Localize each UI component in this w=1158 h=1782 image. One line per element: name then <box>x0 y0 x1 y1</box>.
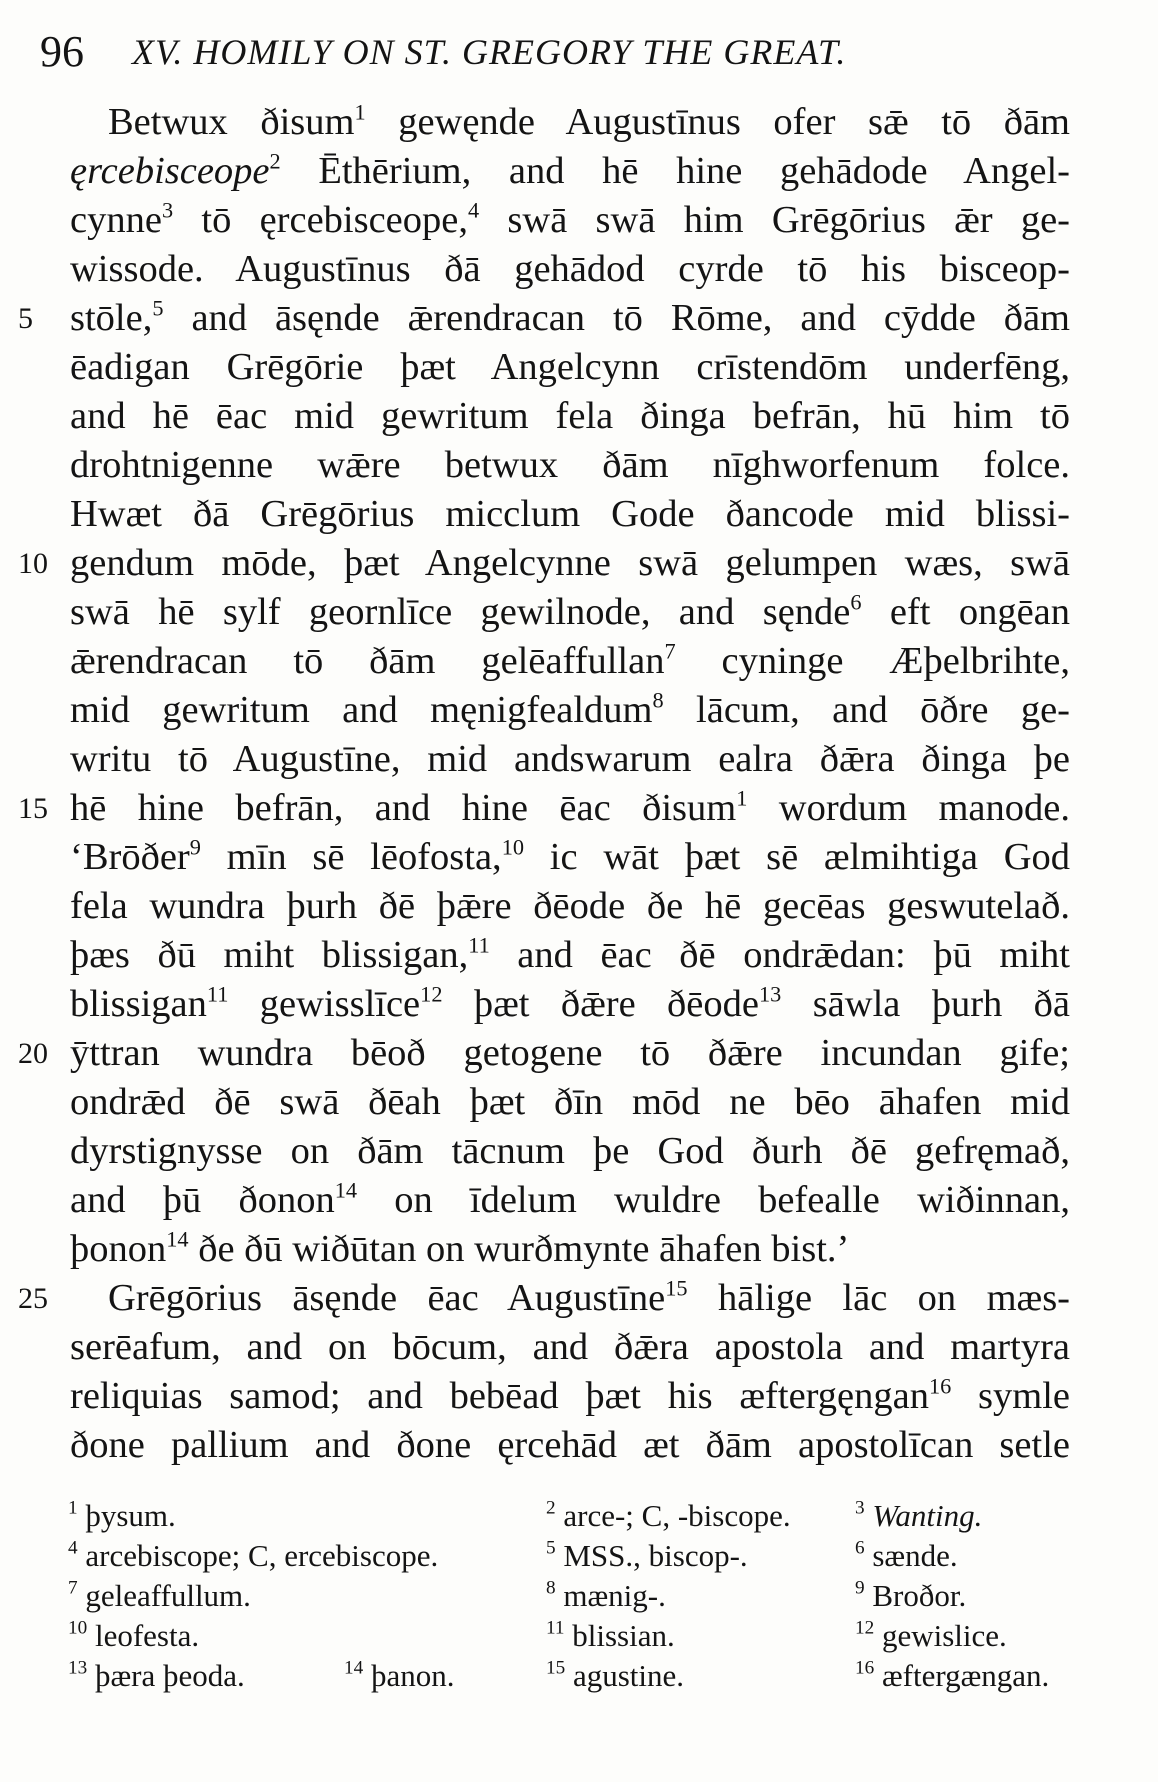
text-line: ȳttran wundra bēoð getogene tō ðǣre incundan gife; <box>70 1032 1070 1074</box>
text-line: þæs ðū miht blissigan,$^{11}$ and ēac ðē ondrǣdan: þū miht <box>70 932 1070 976</box>
footnote: $^{16}$ æftergængan. <box>855 1657 1050 1693</box>
footnote: $^5$ MSS., biscop-. <box>546 1537 748 1573</box>
footnote-row <box>68 1658 1088 1698</box>
footnote: $^{12}$ gewislice. <box>855 1617 1007 1653</box>
running-title: XV. HOMILY ON ST. GREGORY THE GREAT. <box>132 32 847 72</box>
text-line: fela wundra þurh ðē þǣre ðēode ðe hē gecēas geswutelað. <box>70 885 1070 927</box>
homily-text <box>70 98 1070 1470</box>
text-line: ondrǣd ðē swā ðēah þæt ðīn mōd ne bēo āhafen mid <box>70 1081 1070 1123</box>
text-line: dyrstignysse on ðām tācnum þe God ðurh ðē gefręmað, <box>70 1130 1070 1172</box>
text-line: blissigan$^{11}$ gewisslīce$^{12}$ þæt ðǣre ðēode$^{13}$ sāwla þurh ðā <box>70 981 1071 1025</box>
text-line: writu tō Augustīne, mid andswarum ealra ðǣra ðinga þe <box>70 738 1070 780</box>
line-number: 5 <box>18 302 33 335</box>
page-number: 96 <box>40 27 84 76</box>
footnote: $^{13}$ þæra þeoda. <box>68 1657 245 1693</box>
text-line: drohtnigenne wǣre betwux ðām nīghworfenum folce. <box>70 444 1070 486</box>
text-line: þonon$^{14}$ ðe ðū wiðūtan on wurðmynte āhafen bist.’ <box>70 1226 850 1270</box>
footnote-row <box>68 1618 1088 1658</box>
text-line: hē hine befrān, and hine ēac ðisum$^1$ wordum manode. <box>70 785 1070 829</box>
footnote-row <box>68 1538 1088 1578</box>
text-line: ęrcebisceope$^2$ Ēthērium, and hē hine gehādode Angel- <box>70 148 1070 192</box>
line-number: 20 <box>18 1037 48 1070</box>
text-line: Betwux ðisum$^1$ gewęnde Augustīnus ofer sǣ tō ðām <box>108 99 1070 143</box>
text-line: cynne$^3$ tō ęrcebisceope,$^4$ swā swā him Grēgōrius ǣr ge- <box>70 197 1070 241</box>
text-line: Hwæt ðā Grēgōrius micclum Gode ðancode mid blissi- <box>70 493 1070 535</box>
text-line: Grēgōrius āsęnde ēac Augustīne$^{15}$ hālige lāc on mæs- <box>108 1275 1070 1319</box>
text-line: swā hē sylf geornlīce gewilnode, and sęnde$^6$ eft ongēan <box>70 589 1070 633</box>
text-line: ‘Brōðer$^9$ mīn sē lēofosta,$^{10}$ ic wāt þæt sē ælmihtiga God <box>70 834 1071 878</box>
footnote: $^2$ arce-; C, -biscope. <box>546 1497 791 1533</box>
footnote: $^{10}$ leofesta. <box>68 1617 200 1653</box>
footnote: $^{14}$ þanon. <box>344 1657 455 1693</box>
text-line: reliquias samod; and bebēad þæt his æftergęngan$^{16}$ symle <box>70 1373 1070 1417</box>
page-header <box>40 22 1100 82</box>
footnote: $^1$ þysum. <box>68 1497 176 1533</box>
text-line: gendum mōde, þæt Angelcynne swā gelumpen wæs, swā <box>70 542 1070 584</box>
footnote: $^{15}$ agustine. <box>546 1657 685 1693</box>
footnote: $^6$ sænde. <box>855 1537 958 1573</box>
text-line: and þū ðonon$^{14}$ on īdelum wuldre befealle wiðinnan, <box>70 1177 1070 1221</box>
footnote: $^4$ arcebiscope; C, ercebiscope. <box>68 1537 439 1573</box>
line-number: 10 <box>18 547 48 580</box>
footnote: $^3$ Wanting. <box>855 1497 983 1533</box>
line-number: 15 <box>18 792 48 825</box>
footnote: $^9$ Broðor. <box>855 1577 967 1613</box>
footnote: $^7$ geleaffullum. <box>68 1577 251 1613</box>
footnote: $^{11}$ blissian. <box>546 1617 675 1653</box>
line-number: 25 <box>18 1282 48 1315</box>
footnote: $^8$ mænig-. <box>546 1577 666 1613</box>
text-line: serēafum, and on bōcum, and ðǣra apostola and martyra <box>70 1326 1070 1368</box>
text-line: stōle,$^5$ and āsęnde ǣrendracan tō Rōme, and cȳdde ðām <box>70 295 1070 339</box>
text-line: ēadigan Grēgōrie þæt Angelcynn crīstendōm underfēng, <box>70 346 1070 388</box>
text-line: ðone pallium and ðone ęrcehād æt ðām apostolīcan setle <box>70 1424 1070 1466</box>
footnotes <box>68 1498 1088 1698</box>
text-line: and hē ēac mid gewritum fela ðinga befrān, hū him tō <box>70 395 1070 437</box>
footnote-row <box>68 1498 1088 1538</box>
footnote-row <box>68 1578 1088 1618</box>
text-line: mid gewritum and męnigfealdum$^8$ lācum, and ōðre ge- <box>70 687 1071 731</box>
text-line: wissode. Augustīnus ðā gehādod cyrde tō his bisceop- <box>70 248 1070 290</box>
text-line: ǣrendracan tō ðām gelēaffullan$^7$ cyninge Æþelbrihte, <box>70 638 1070 682</box>
